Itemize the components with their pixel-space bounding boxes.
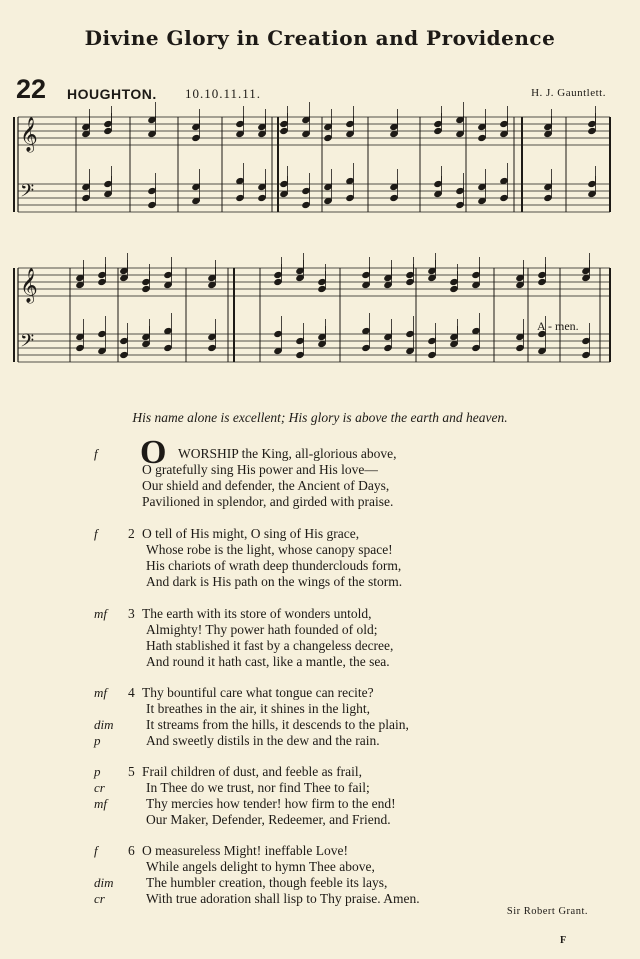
composer: H. J. Gauntlett. [531, 87, 606, 99]
dynamic-marking: f [94, 446, 98, 461]
verse-line: Our Maker, Defender, Redeemer, and Friend. [146, 812, 391, 827]
section-title: Divine Glory in Creation and Providence [84, 26, 556, 50]
verse-line: WORSHIP the King, all-glorious above, [178, 446, 397, 461]
music-score [0, 0, 640, 400]
verse-line: And sweetly distils in the dew and the rain. [146, 733, 380, 748]
verse-line: Our shield and defender, the Ancient of Days, [142, 478, 390, 493]
bass-clef: 𝄢 [20, 181, 35, 206]
dynamic-marking: f [94, 526, 98, 541]
bass-clef: 𝄢 [20, 331, 35, 356]
verse-number: 2 [128, 526, 135, 541]
verse-line: It streams from the hills, it descends to the plain, [146, 717, 409, 732]
verse-number: 6 [128, 843, 135, 858]
amen-label: A - men. [537, 319, 579, 333]
verse-number: 4 [128, 685, 135, 700]
dynamic-marking: p [94, 764, 101, 779]
verse-line: And round it hath cast, like a mantle, the sea. [146, 654, 390, 669]
dynamic-marking: mf [94, 606, 107, 621]
dynamic-marking: dim [94, 875, 114, 890]
verse-line: O measureless Might! ineffable Love! [142, 843, 348, 858]
drop-cap: O [140, 434, 167, 471]
verse-line: The earth with its store of wonders untold, [142, 606, 372, 621]
treble-clef: 𝄞 [20, 268, 38, 303]
tune-name: HOUGHTON. [67, 86, 157, 102]
verse-line: Thy bountiful care what tongue can recite? [142, 685, 374, 700]
meter: 10.10.11.11. [185, 86, 262, 101]
verse-line: It breathes in the air, it shines in the light, [146, 701, 371, 716]
verse-line: Almighty! Thy power hath founded of old; [146, 622, 378, 637]
dynamic-marking: mf [94, 796, 107, 811]
verse-line: Frail children of dust, and feeble as frail, [142, 764, 363, 779]
verse-line: With true adoration shall lisp to Thy praise. Amen. [146, 891, 420, 906]
hymn-number: 22 [16, 74, 47, 104]
verse-line: And dark is His path on the wings of the storm. [146, 574, 403, 589]
verse-line: In Thee do we trust, nor find Thee to fail; [146, 780, 370, 795]
author: Sir Robert Grant. [506, 906, 588, 917]
dynamic-marking: mf [94, 685, 107, 700]
verse-number: 5 [128, 764, 135, 779]
dynamic-marking: cr [94, 891, 105, 906]
verse-number: 3 [128, 606, 135, 621]
verse-line: His chariots of wrath deep thunderclouds form, [146, 558, 402, 573]
verse-line: O gratefully sing His power and His love— [142, 462, 378, 477]
page-signature: F [560, 935, 567, 946]
scripture-caption: His name alone is excellent; His glory is above the earth and heaven. [132, 410, 508, 425]
verse-line: Pavilioned in splendor, and girded with praise. [142, 494, 394, 509]
verse-line: Whose robe is the light, whose canopy space! [146, 542, 393, 557]
dynamic-marking: p [94, 733, 101, 748]
verse-line: Thy mercies how tender! how firm to the end! [146, 796, 396, 811]
treble-clef: 𝄞 [20, 117, 38, 152]
verse-line: Hath stablished it fast by a changeless decree, [146, 638, 394, 653]
dynamic-marking: f [94, 843, 98, 858]
verse-line: The humbler creation, though feeble its lays, [146, 875, 388, 890]
dynamic-marking: cr [94, 780, 105, 795]
dynamic-marking: dim [94, 717, 114, 732]
verse-line: O tell of His might, O sing of His grace, [142, 526, 360, 541]
verse-line: While angels delight to hymn Thee above, [146, 859, 375, 874]
